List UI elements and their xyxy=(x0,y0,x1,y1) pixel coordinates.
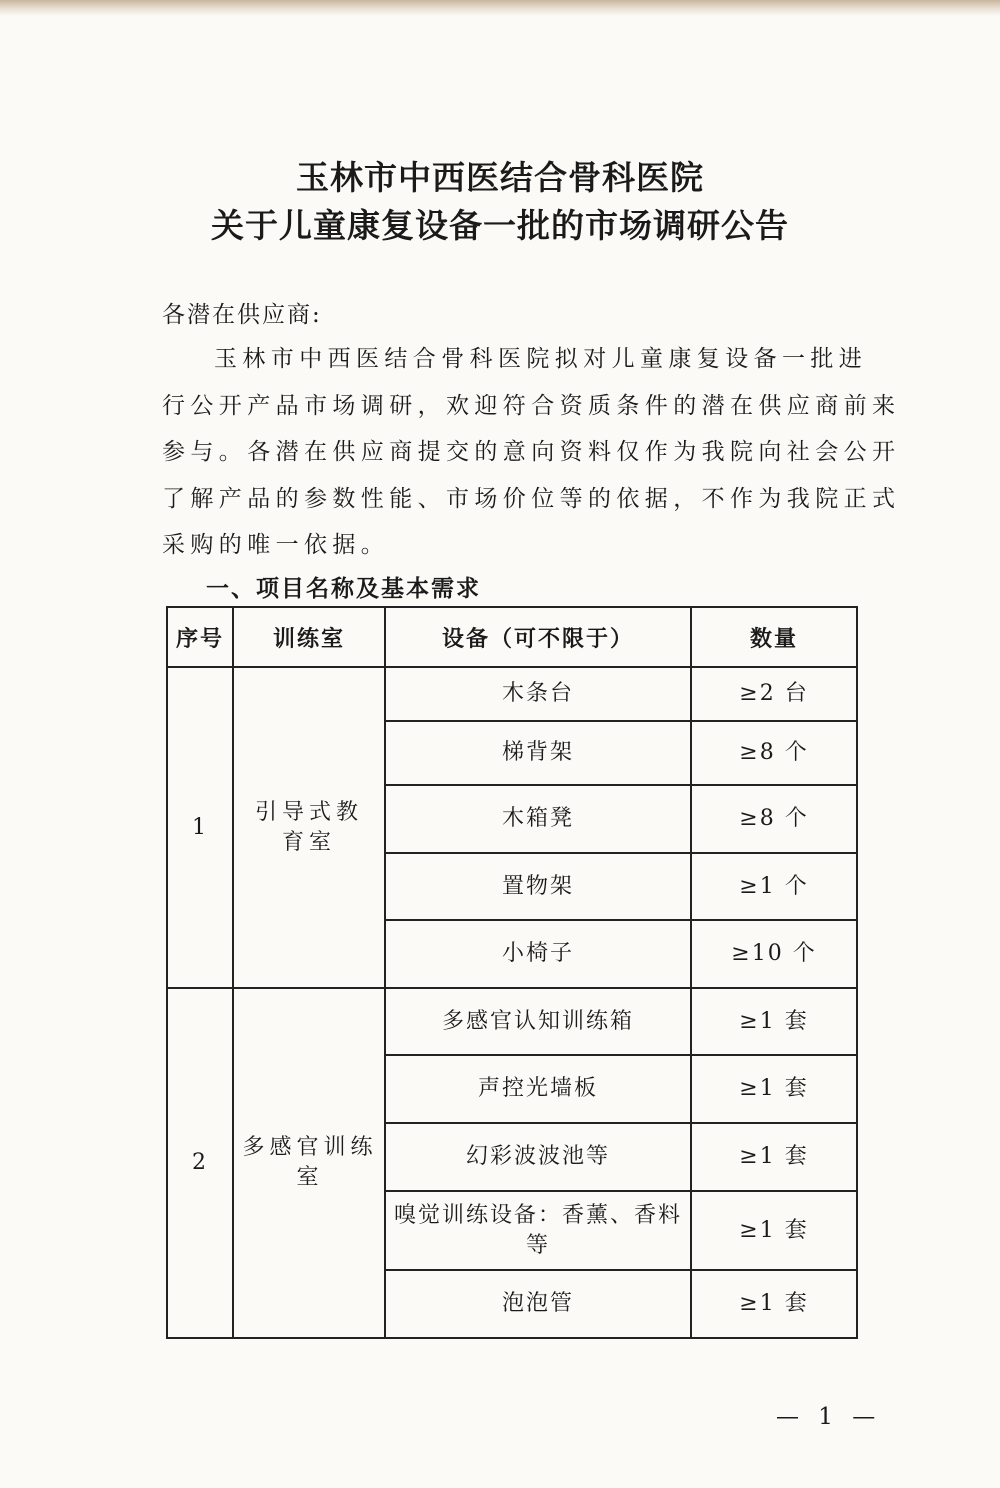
scan-top-edge xyxy=(0,0,1000,16)
quantity-cell: ≥1 套 xyxy=(691,1123,857,1191)
body-line: 采购的唯一依据。 xyxy=(162,532,390,558)
quantity-cell: ≥2 台 xyxy=(691,667,857,721)
row-number-cell: 1 xyxy=(167,667,233,988)
device-cell: 木箱凳 xyxy=(385,785,691,853)
device-cell: 置物架 xyxy=(385,853,691,920)
device-cell: 小椅子 xyxy=(385,920,691,988)
quantity-cell: ≥8 个 xyxy=(691,785,857,853)
header-number: 序号 xyxy=(167,607,233,667)
device-cell: 多感官认知训练箱 xyxy=(385,988,691,1055)
room-cell xyxy=(233,988,385,1338)
table-row xyxy=(167,988,857,1055)
quantity-cell: ≥1 套 xyxy=(691,1191,857,1270)
row-number-cell: 2 xyxy=(167,988,233,1338)
body-line: 了解产品的参数性能、市场价位等的依据，不作为我院正式 xyxy=(162,485,901,512)
quantity-cell: ≥10 个 xyxy=(691,920,857,988)
page-number: — 1 — xyxy=(776,1404,882,1430)
quantity-cell: ≥1 套 xyxy=(691,1270,857,1338)
requirements-table xyxy=(166,606,858,1339)
table-header-row xyxy=(167,607,857,667)
body-line: 参与。各潜在供应商提交的意向资料仅作为我院向社会公开 xyxy=(162,439,901,465)
device-cell: 声控光墙板 xyxy=(385,1055,691,1123)
document-title-line-2: 关于儿童康复设备一批的市场调研公告 xyxy=(211,206,789,245)
room-cell xyxy=(233,667,385,988)
quantity-cell: ≥1 套 xyxy=(691,988,857,1055)
body-line: 玉林市中西医结合骨科医院拟对儿童康复设备一批进 xyxy=(214,346,868,372)
salutation: 各潜在供应商: xyxy=(162,302,322,328)
table-row xyxy=(167,667,857,721)
header-device: 设备（可不限于） xyxy=(385,607,691,667)
quantity-cell: ≥1 个 xyxy=(691,853,857,920)
device-cell: 嗅觉训练设备：香薰、香料等 xyxy=(385,1191,691,1270)
body-line: 行公开产品市场调研，欢迎符合资质条件的潜在供应商前来 xyxy=(162,392,901,419)
document-title-line-1: 玉林市中西医结合骨科医院 xyxy=(296,158,704,197)
device-cell: 木条台 xyxy=(385,667,691,721)
room-name: 多感官训练室 xyxy=(242,1135,378,1190)
header-room: 训练室 xyxy=(233,607,385,667)
quantity-cell: ≥1 套 xyxy=(691,1055,857,1123)
body-paragraph xyxy=(162,344,901,577)
room-name: 引导式教育室 xyxy=(254,799,363,855)
device-cell: 泡泡管 xyxy=(385,1270,691,1338)
device-cell: 幻彩波波池等 xyxy=(385,1123,691,1191)
device-cell: 梯背架 xyxy=(385,721,691,785)
quantity-cell: ≥8 个 xyxy=(691,721,857,785)
section-heading: 一、项目名称及基本需求 xyxy=(206,576,481,602)
header-quantity: 数量 xyxy=(691,607,857,667)
